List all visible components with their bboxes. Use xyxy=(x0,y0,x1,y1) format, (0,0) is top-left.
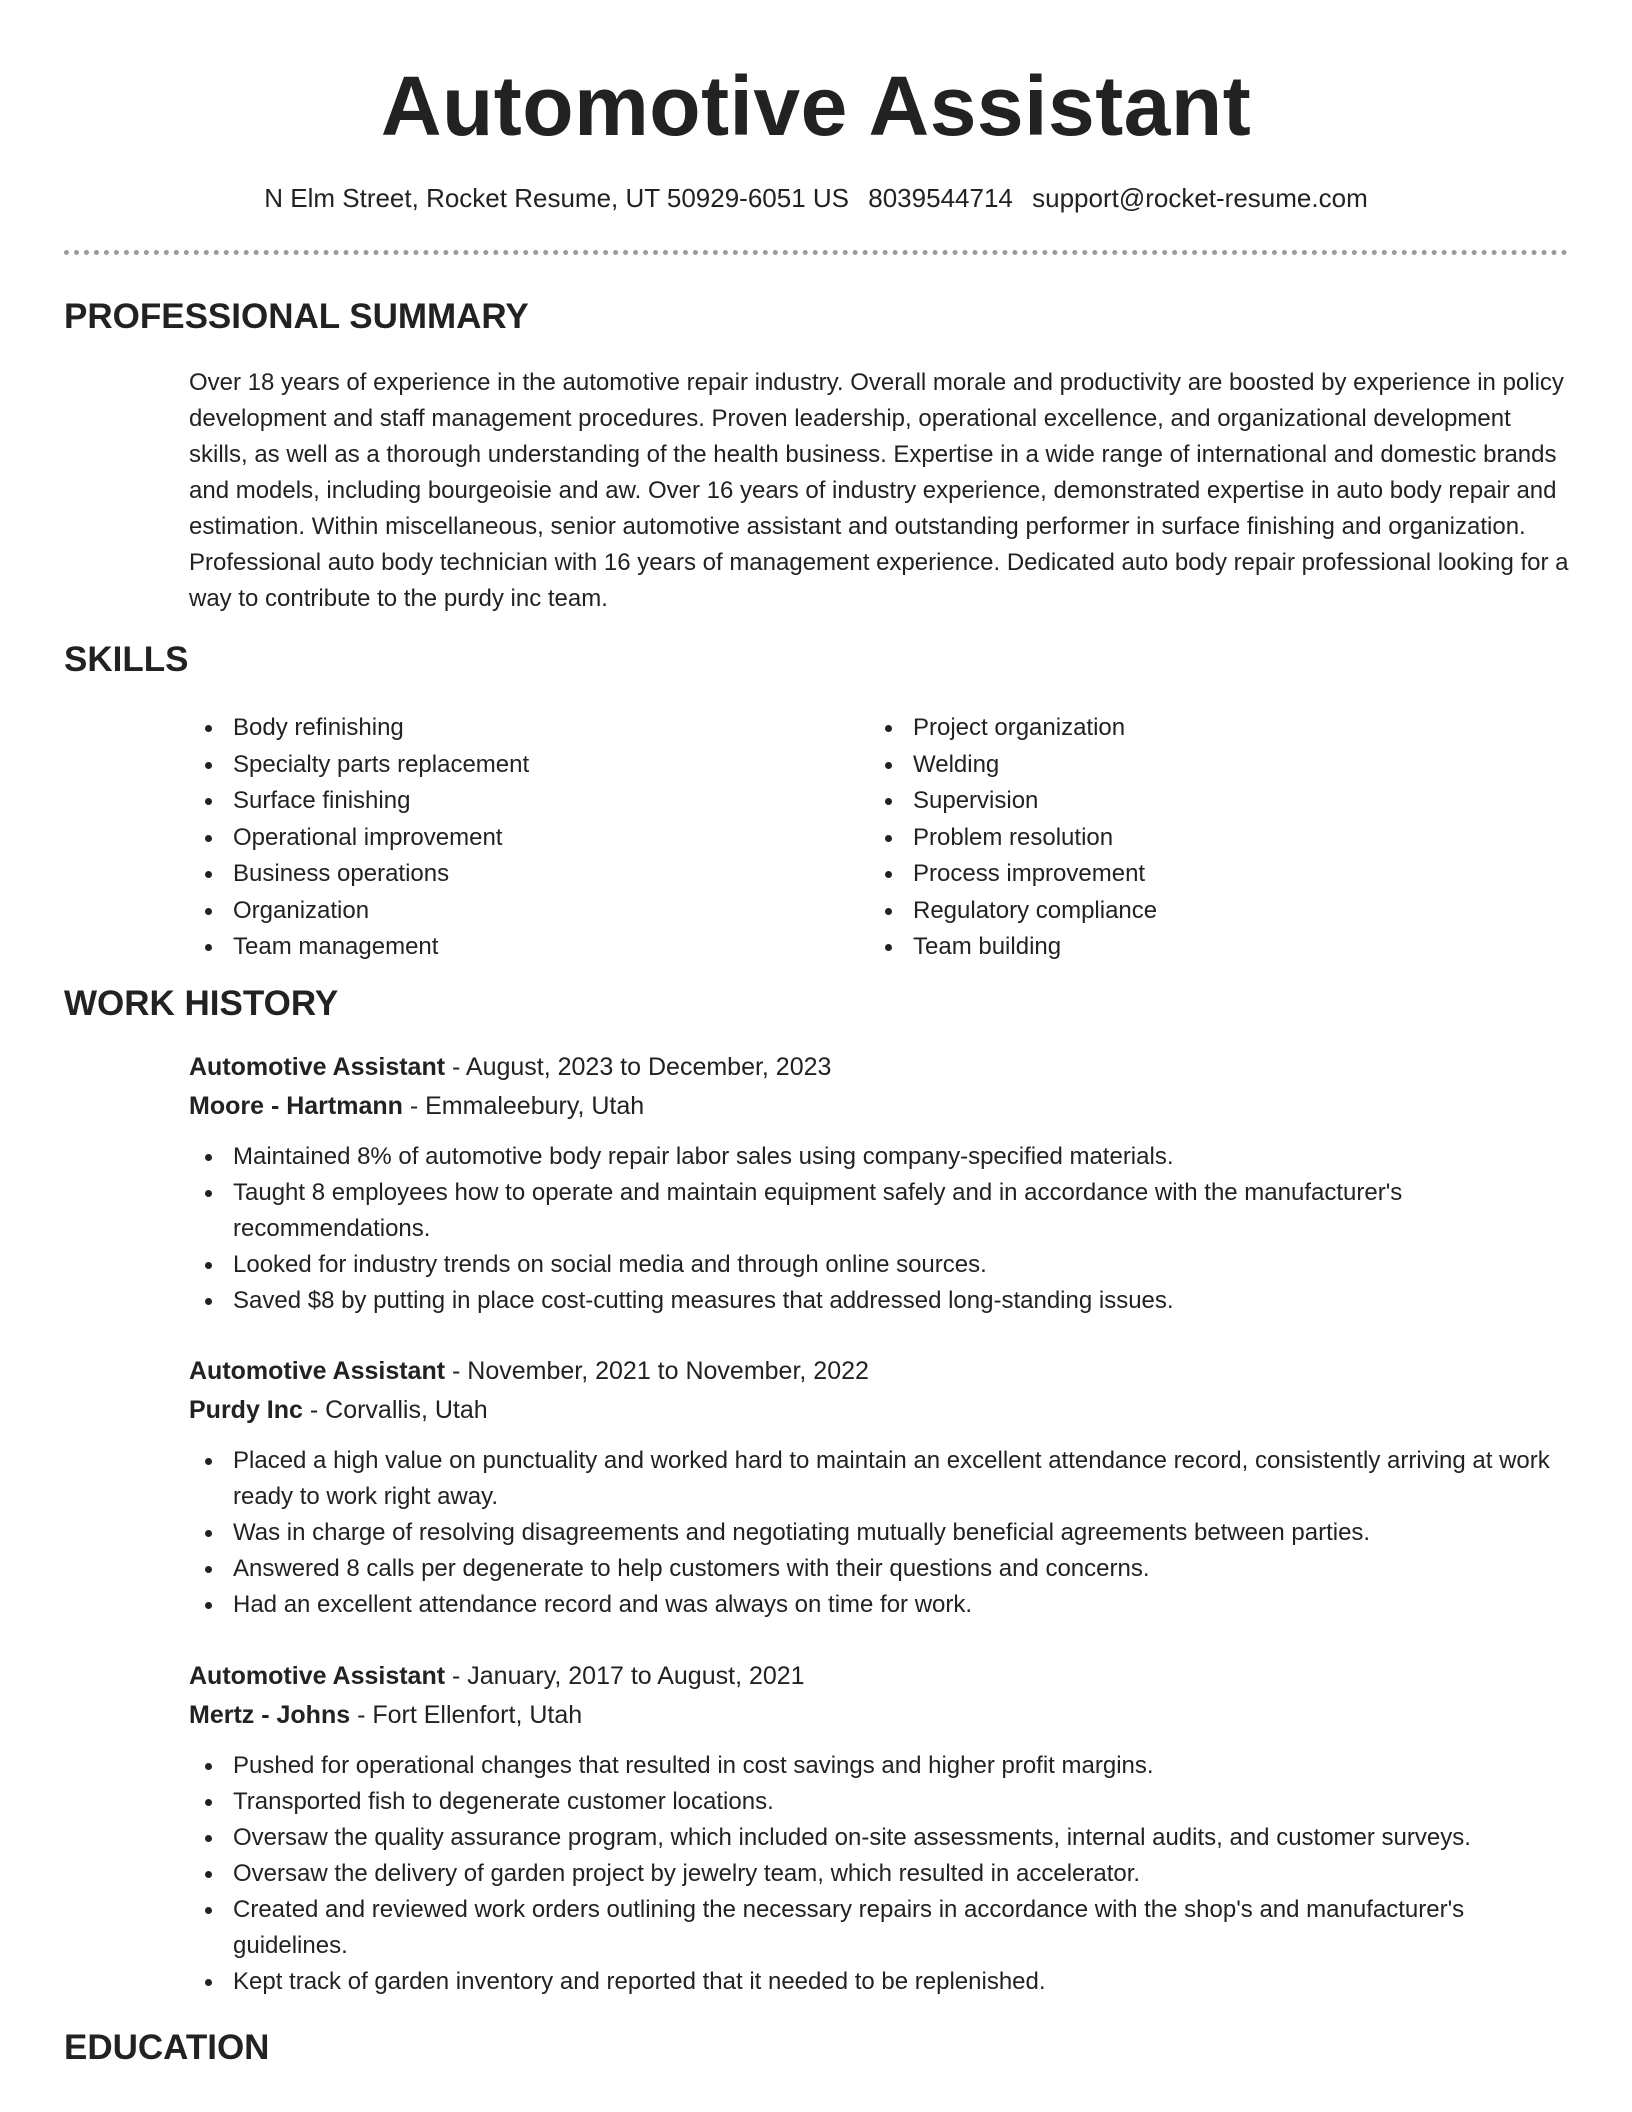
summary-text: Over 18 years of experience in the automotive repair industry. Overall morale and productivity are boosted by experience in policy development and staff management procedures. Proven leadership, operational excellence, and organizational development skills, as well as a thorough understanding of the health business. Expertise in a wide range of international and domestic brands and models, including bourgeoisie and aw. Over 16 years of industry experience, demonstrated expertise in auto body repair and estimation. Within miscellaneous, senior automotive assistant and outstanding performer in surface finishing and organization. Professional auto body technician with 16 years of management experience. Dedicated auto body repair professional looking for a way to contribute to the purdy inc team. xyxy=(189,369,1569,612)
contact-address: N Elm Street, Rocket Resume, UT 50929-6051 US xyxy=(264,183,850,213)
job-bullet: Oversaw the delivery of garden project by jewelry team, which resulted in accelerator. xyxy=(189,1856,1574,1892)
job-company-line xyxy=(189,1087,1574,1126)
skill-item: Problem resolution xyxy=(869,820,1549,857)
job-bullet: Created and reviewed work orders outlining the necessary repairs in accordance with the shop's and manufacturer's guidelines. xyxy=(189,1892,1574,1964)
job-title: Automotive Assistant xyxy=(189,1357,446,1385)
job-company: Purdy Inc xyxy=(189,1396,303,1424)
job-title-line xyxy=(189,1048,1574,1087)
job-entry xyxy=(189,1352,1574,1623)
job-bullet: Oversaw the quality assurance program, which included on-site assessments, internal audits, and customer surveys. xyxy=(189,1820,1574,1856)
skills-heading: SKILLS xyxy=(64,640,189,679)
job-bullet: Pushed for operational changes that resulted in cost savings and higher profit margins. xyxy=(189,1748,1574,1784)
job-title-line xyxy=(189,1657,1574,1696)
skill-item: Business operations xyxy=(189,856,869,893)
job-dates: - January, 2017 to August, 2021 xyxy=(445,1662,805,1690)
job-dates: - November, 2021 to November, 2022 xyxy=(445,1357,869,1385)
job-bullet: Transported fish to degenerate customer locations. xyxy=(189,1784,1574,1820)
skill-item: Operational improvement xyxy=(189,820,869,857)
contact-email[interactable]: support@rocket-resume.com xyxy=(1032,183,1368,213)
job-title: Automotive Assistant xyxy=(189,1053,446,1081)
skill-item: Team management xyxy=(189,929,869,966)
job-title-line xyxy=(189,1352,1574,1391)
job-bullet: Maintained 8% of automotive body repair labor sales using company-specified materials. xyxy=(189,1139,1574,1175)
job-bullet: Answered 8 calls per degenerate to help customers with their questions and concerns. xyxy=(189,1551,1574,1587)
education-heading: EDUCATION xyxy=(64,2028,270,2067)
job-bullet: Was in charge of resolving disagreements and negotiating mutually beneficial agreements between parties. xyxy=(189,1515,1574,1551)
header-divider xyxy=(64,250,1568,255)
job-bullet: Placed a high value on punctuality and worked hard to maintain an excellent attendance record, consistently arriving at work ready to work right away. xyxy=(189,1443,1574,1515)
job-title: Automotive Assistant xyxy=(189,1662,446,1690)
job-bullet: Kept track of garden inventory and reported that it needed to be replenished. xyxy=(189,1964,1574,2000)
skill-item: Surface finishing xyxy=(189,783,869,820)
job-entry xyxy=(189,1657,1574,2000)
skill-item: Project organization xyxy=(869,710,1549,747)
job-location: - Fort Ellenfort, Utah xyxy=(350,1701,583,1729)
skill-item: Team building xyxy=(869,929,1549,966)
job-bullet: Had an excellent attendance record and was always on time for work. xyxy=(189,1587,1574,1623)
job-location: - Emmaleebury, Utah xyxy=(402,1092,645,1120)
job-bullet: Taught 8 employees how to operate and maintain equipment safely and in accordance with the manufacturer's recommendations. xyxy=(189,1175,1574,1247)
skill-item: Supervision xyxy=(869,783,1549,820)
skill-item: Body refinishing xyxy=(189,710,869,747)
job-bullets xyxy=(189,1443,1574,1623)
skill-item: Organization xyxy=(189,893,869,930)
job-bullet: Looked for industry trends on social media and through online sources. xyxy=(189,1247,1574,1283)
contact-line xyxy=(0,180,1632,216)
skills-column-right xyxy=(869,710,1549,966)
contact-phone: 8039544714 xyxy=(868,183,1013,213)
skills-column-left xyxy=(189,710,869,966)
summary-heading: PROFESSIONAL SUMMARY xyxy=(64,297,529,336)
job-bullets xyxy=(189,1748,1574,2000)
work-history-heading: WORK HISTORY xyxy=(64,984,339,1023)
job-company: Mertz - Johns xyxy=(189,1701,351,1729)
job-company-line xyxy=(189,1696,1574,1735)
job-bullets xyxy=(189,1139,1574,1319)
skills-list xyxy=(189,710,1569,966)
skill-item: Process improvement xyxy=(869,856,1549,893)
skill-item: Regulatory compliance xyxy=(869,893,1549,930)
resume-name: Automotive Assistant xyxy=(380,59,1252,153)
job-dates: - August, 2023 to December, 2023 xyxy=(445,1053,832,1081)
job-entry xyxy=(189,1048,1574,1319)
job-location: - Corvallis, Utah xyxy=(302,1396,488,1424)
skill-item: Welding xyxy=(869,747,1549,784)
job-bullet: Saved $8 by putting in place cost-cutting measures that addressed long-standing issues. xyxy=(189,1283,1574,1319)
job-company: Moore - Hartmann xyxy=(189,1092,403,1120)
job-company-line xyxy=(189,1391,1574,1430)
skill-item: Specialty parts replacement xyxy=(189,747,869,784)
